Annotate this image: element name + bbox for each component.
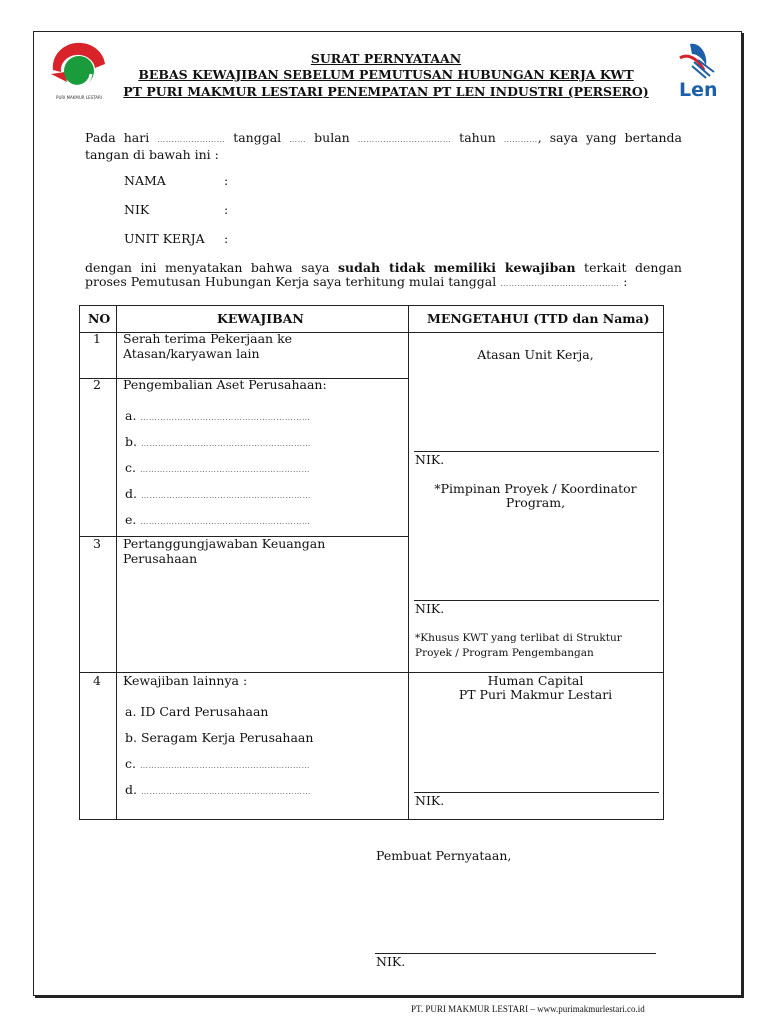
nama-label: NAMA: [124, 173, 166, 188]
header-kewajiban: KEWAJIBAN: [217, 311, 304, 326]
row-2-no: 2: [93, 377, 101, 392]
nik-atasan: NIK.: [415, 452, 445, 467]
list-item[interactable]: c. ……………………………………………………: [125, 756, 310, 771]
intro-tail: , saya yang bertanda tangan di bawah ini :: [85, 130, 682, 162]
row-4-no: 4: [93, 673, 101, 688]
nik-pembuat: NIK.: [376, 954, 406, 969]
intro-paragraph: [85, 130, 682, 162]
statement-part-1: dengan ini menyatakan bahwa saya: [85, 260, 339, 275]
bulan-blank[interactable]: ……………………………: [357, 135, 452, 144]
logo-caption: PURI MAKMUR LESTARI: [56, 95, 102, 100]
signature-line-hc[interactable]: [414, 792, 659, 793]
nik-hc: NIK.: [415, 793, 445, 808]
list-item[interactable]: b. ……………………………………………………: [125, 434, 311, 449]
row-1-text-2: Atasan/karyawan lain: [123, 346, 260, 361]
header-no: NO: [88, 311, 111, 326]
hc-label-2: PT Puri Makmur Lestari: [458, 687, 613, 702]
footer: PT. PURI MAKMUR LESTARI – www.purimakmurlestari.co.id: [411, 1004, 645, 1014]
list-item[interactable]: e. ……………………………………………………: [125, 512, 311, 527]
col-divider-no: [116, 306, 117, 819]
row-3-text-1: Pertanggungjawaban Keuangan: [123, 536, 326, 551]
unit-kerja-label: UNIT KERJA: [124, 231, 205, 246]
list-item[interactable]: c. ……………………………………………………: [125, 460, 310, 475]
list-item: b. Seragam Kerja Perusahaan: [125, 730, 314, 745]
signature-line-pimpinan[interactable]: [414, 600, 659, 601]
signature-line-pembuat[interactable]: [375, 953, 656, 954]
nik-pimpinan: NIK.: [415, 601, 445, 616]
nik-label: NIK: [124, 202, 150, 217]
tanggal-blank[interactable]: ……: [289, 135, 307, 144]
len-logo: [676, 40, 720, 104]
row-4-text: Kewajiban lainnya :: [123, 673, 248, 688]
hari-blank[interactable]: ……………………: [157, 135, 226, 144]
row-1-no: 1: [93, 331, 101, 346]
atasan-unit-kerja-label: Atasan Unit Kerja,: [477, 347, 594, 362]
tanggal-label: tanggal: [233, 130, 282, 145]
row-3-no: 3: [93, 536, 101, 551]
nama-field[interactable]: [124, 173, 229, 188]
statement-paragraph: [85, 261, 682, 291]
row-3-text-2: Perusahaan: [123, 551, 198, 566]
row-1-text-1: Serah terima Pekerjaan ke: [123, 331, 293, 346]
colon: :: [224, 202, 229, 217]
tahun-label: tahun: [459, 130, 496, 145]
title-line-3: PT PURI MAKMUR LESTARI PENEMPATAN PT LEN INDUSTRI (PERSERO): [123, 84, 649, 99]
pimpinan-label-2: Program,: [505, 495, 566, 510]
statement-bold: sudah tidak memiliki kewajiban: [338, 260, 576, 275]
note-line-1: *Khusus KWT yang terlibat di Struktur: [415, 632, 622, 644]
colon: :: [224, 231, 229, 246]
list-item[interactable]: d. ……………………………………………………: [125, 782, 311, 797]
pimpinan-label-1: *Pimpinan Proyek / Koordinator: [434, 481, 637, 496]
obligations-table: [79, 305, 664, 820]
hc-label-1: Human Capital: [487, 673, 584, 688]
len-logo-word: Len: [679, 79, 718, 101]
list-item: a. ID Card Perusahaan: [125, 704, 269, 719]
start-date-blank[interactable]: ……………………………………: [500, 279, 620, 288]
title-line-1: SURAT PERNYATAAN: [310, 51, 462, 66]
nik-field[interactable]: [124, 202, 229, 217]
row-2-text: Pengembalian Aset Perusahaan:: [123, 377, 327, 392]
signature-line-atasan[interactable]: [414, 451, 659, 452]
colon: :: [224, 173, 229, 188]
bulan-label: bulan: [314, 130, 350, 145]
unit-kerja-field[interactable]: [124, 231, 229, 246]
pada-hari-label: Pada hari: [85, 130, 150, 145]
tahun-blank[interactable]: …………: [503, 135, 538, 144]
pembuat-label: Pembuat Pernyataan,: [376, 848, 512, 863]
list-item[interactable]: a. ……………………………………………………: [125, 408, 311, 423]
title-line-2: BEBAS KEWAJIBAN SEBELUM PEMUTUSAN HUBUNGAN KERJA KWT: [138, 67, 634, 82]
col-divider-mengetahui: [408, 306, 409, 819]
statement-end: :: [619, 274, 628, 289]
note-line-2: Proyek / Program Pengembangan: [415, 647, 594, 659]
statement-part-2: terkait dengan proses Pemutusan Hubungan Kerja saya terhitung mulai tanggal: [85, 260, 682, 289]
header-mengetahui: MENGETAHUI (TTD dan Nama): [427, 311, 650, 326]
list-item[interactable]: d. ……………………………………………………: [125, 486, 311, 501]
